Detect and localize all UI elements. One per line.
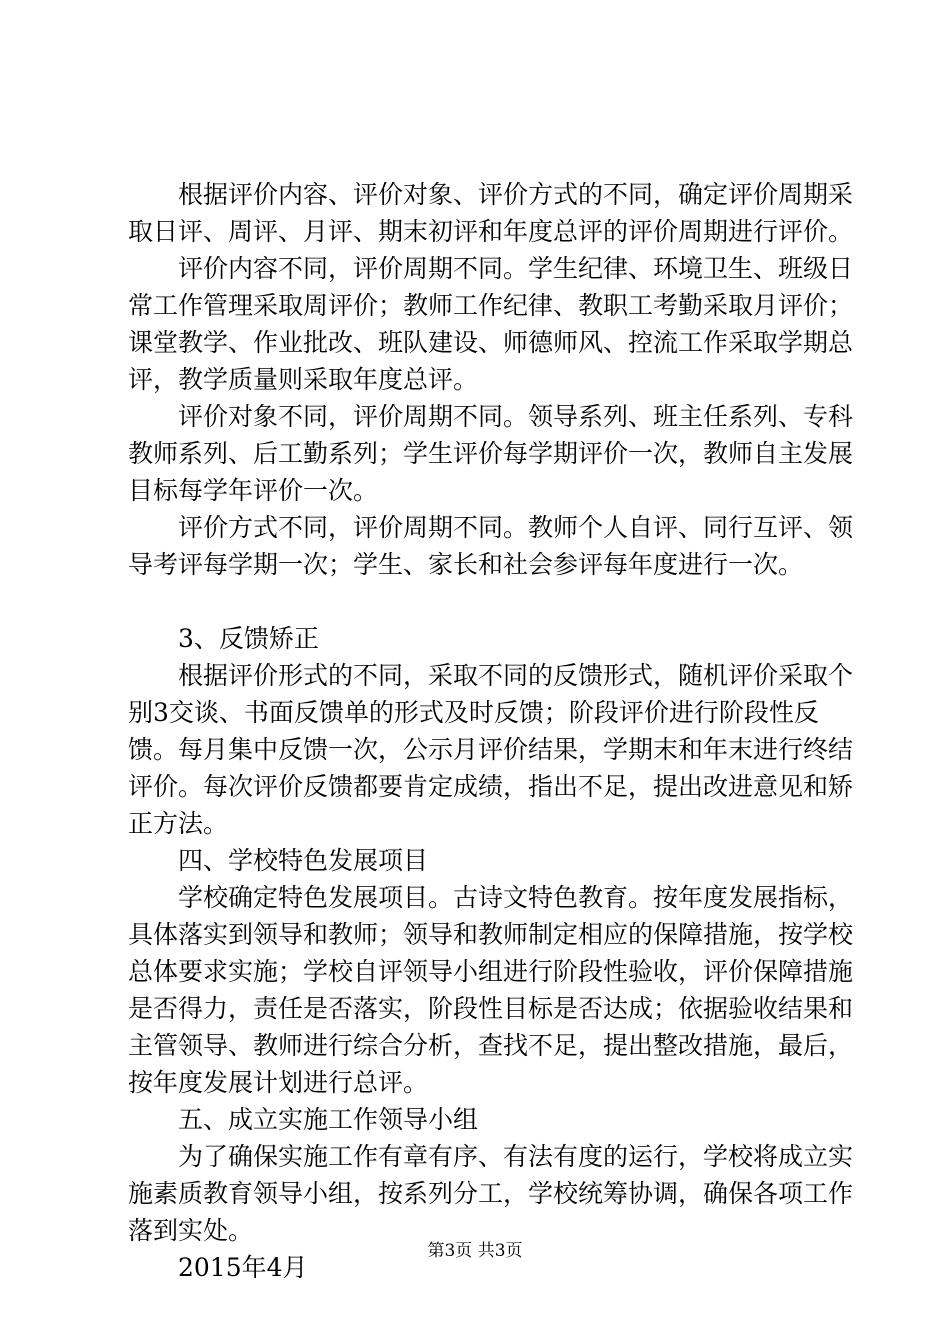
document-body <box>128 176 854 1286</box>
paragraph-leadership-group: 为了确保实施工作有章有序、有法有度的运行，学校将成立实施素质教育领导小组，按系列分工，学校统筹协调，确保各项工作落到实处。 <box>128 1142 854 1245</box>
paragraph-object-cycle: 评价对象不同，评价周期不同。领导系列、班主任系列、专科教师系列、后工勤系列；学生评价每学期评价一次，教师自主发展目标每学年评价一次。 <box>128 402 854 505</box>
paragraph-spacer <box>128 583 854 620</box>
document-date: 2015年4月 <box>178 1253 308 1282</box>
page-footer <box>0 1240 950 1262</box>
paragraph-content-cycle: 评价内容不同，评价周期不同。学生纪律、环境卫生、班级日常工作管理采取周评价；教师工作纪律、教职工考勤采取月评价；课堂教学、作业批改、班队建设、师德师风、控流工作采取学期总评，教学质量则采取年度总评。 <box>128 254 854 394</box>
paragraph-feedback: 根据评价形式的不同，采取不同的反馈形式，随机评价采取个别3交谈、书面反馈单的形式及时反馈；阶段评价进行阶段性反馈。每月集中反馈一次，公示月评价结果，学期末和年末进行终结评价。每次评价反馈都要肯定成绩，指出不足，提出改进意见和矫正方法。 <box>128 661 854 838</box>
page-number: 第3页 共3页 <box>427 1241 523 1261</box>
section-heading-school-features: 四、学校特色发展项目 <box>178 846 429 875</box>
paragraph-evaluation-cycle: 根据评价内容、评价对象、评价方式的不同，确定评价周期采取日评、周评、月评、期末初评和年度总评的评价周期进行评价。 <box>128 180 854 246</box>
section-heading-leadership-group: 五、成立实施工作领导小组 <box>178 1105 479 1134</box>
paragraph-method-cycle: 评价方式不同，评价周期不同。教师个人自评、同行互评、领导考评每学期一次；学生、家长和社会参评每年度进行一次。 <box>128 513 854 579</box>
paragraph-school-features: 学校确定特色发展项目。古诗文特色教育。按年度发展指标，具体落实到领导和教师；领导和教师制定相应的保障措施，按学校总体要求实施；学校自评领导小组进行阶段性验收，评价保障措施是否得力，责任是否落实，阶段性目标是否达成；依据验收结果和主管领导、教师进行综合分析，查找不足，提出整改措施，最后，按年度发展计划进行总评。 <box>128 883 854 1097</box>
section-heading-feedback: 3、反馈矫正 <box>178 624 319 653</box>
